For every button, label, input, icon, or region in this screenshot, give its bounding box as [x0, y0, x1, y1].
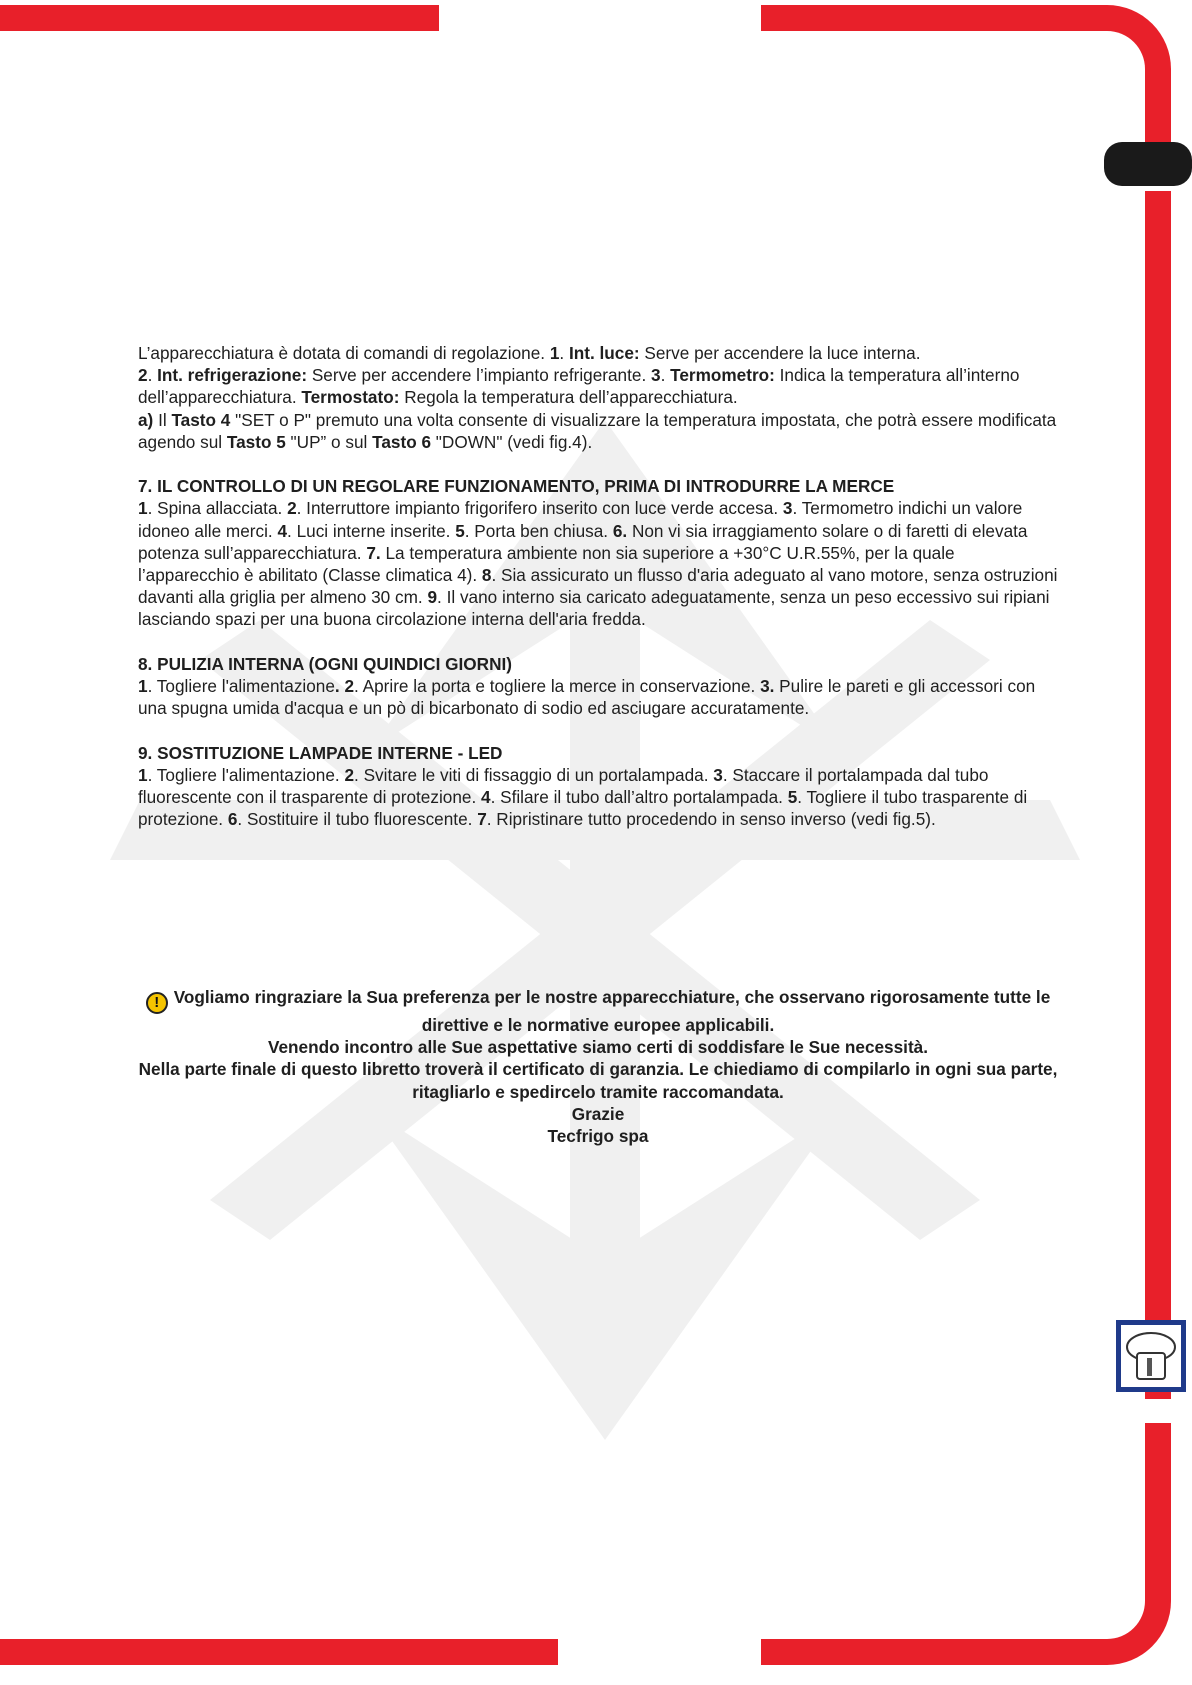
text-run: . Interruttore impianto frigorifero inserito con luce verde accesa.	[296, 498, 783, 519]
language-tab	[1104, 142, 1192, 186]
text-run: 6.	[612, 520, 628, 541]
text-run: .	[559, 343, 569, 363]
closing-text: Vogliamo ringraziare la Sua preferenza per le nostre apparecchiature, che osservano rigorosamente tutte le direttive e le normative europee applicabili.	[173, 987, 1051, 1035]
warning-icon: !	[146, 992, 168, 1014]
text-run: 3	[782, 498, 793, 519]
text-run: 5	[455, 520, 465, 541]
text-run: Non vi sia irraggiamento solare o di faretti di elevata potenza sull’apparecchiatura.	[138, 520, 1028, 563]
intro-paragraph	[138, 342, 1058, 453]
text-run: Indica la temperatura all’interno dell’apparecchiatura.	[138, 365, 1020, 408]
text-run: Tasto 4	[171, 409, 231, 430]
text-run: . Sia assicurato un flusso d'aria adeguato al vano motore, senza ostruzioni davanti alla griglia per almeno 30 cm.	[138, 565, 1058, 608]
text-run: Int. luce:	[568, 343, 640, 363]
text-run: 7	[477, 809, 487, 830]
section-8-body	[138, 675, 1058, 719]
paragraph-gap	[138, 631, 1058, 653]
text-run: . Sfilare il tubo dall’altro portalampada.	[490, 787, 788, 808]
text-run: .	[147, 365, 158, 386]
section-9-title: 9. SOSTITUZIONE LAMPADE INTERNE - LED	[138, 742, 503, 763]
text-run: "SET o P" premuto una volta consente di visualizzare la temperatura impostata, che potrà essere modificata agendo sul	[138, 409, 1057, 452]
text-run: . Ripristinare tutto procedendo in senso inverso (vedi fig.5).	[486, 809, 936, 830]
red-frame-bottom-left	[0, 1639, 560, 1665]
text-run: . Il vano interno sia caricato adeguatamente, senza un peso eccessivo sui ripiani lasciando spazi per una buona circolazione interna dell'aria fredda.	[138, 587, 1050, 630]
text-run: . Staccare il portalampada dal tubo fluorescente con il trasparente di protezione.	[138, 764, 989, 808]
text-run: 7.	[366, 542, 381, 563]
text-run: . Porta ben chiusa.	[464, 520, 613, 541]
text-run: "UP” o sul	[285, 431, 373, 452]
instructions-text	[138, 342, 1058, 830]
text-run: L’apparecchiatura è dotata di comandi di regolazione.	[138, 343, 550, 363]
text-run: . Aprire la porta e togliere la merce in conservazione.	[354, 676, 761, 697]
text-run: . Luci interne inserite.	[287, 520, 456, 541]
closing-thanks: Grazie	[571, 1103, 625, 1124]
text-run: . 2	[334, 676, 355, 697]
text-run: Tasto 6	[372, 431, 432, 452]
section-7-body	[138, 497, 1058, 630]
text-run: Serve per accendere la luce interna.	[639, 343, 921, 363]
text-run: . Termometro indichi un valore idoneo alle merci.	[138, 498, 1023, 541]
text-run: a)	[138, 409, 154, 430]
text-run: Il	[153, 409, 172, 430]
text-run: 1	[138, 498, 148, 519]
text-run: 8	[481, 565, 492, 586]
section-9-body	[138, 764, 1058, 831]
closing-message	[138, 986, 1058, 1147]
section-7-title: 7. IL CONTROLLO DI UN REGOLARE FUNZIONAMENTO, PRIMA DI INTRODURRE LA MERCE	[138, 476, 895, 497]
text-run: .	[660, 365, 671, 386]
text-run: "DOWN" (vedi fig.4).	[431, 431, 593, 452]
text-run: Tasto 5	[226, 431, 286, 452]
paragraph-gap	[138, 453, 1058, 475]
text-run: Regola la temperatura dell’apparecchiatura.	[399, 387, 738, 408]
text-run: 4	[277, 520, 288, 541]
frame-gap	[558, 1634, 640, 1670]
closing-line-2: Venendo incontro alle Sue aspettative siamo certi di soddisfare le Sue necessità.	[267, 1037, 929, 1058]
text-run: . Sostituire il tubo fluorescente.	[237, 809, 478, 830]
closing-company: Tecfrigo spa	[547, 1126, 649, 1147]
text-run: . Togliere il tubo trasparente di protezione.	[138, 787, 1028, 830]
text-run: 3	[713, 764, 723, 785]
section-8-title: 8. PULIZIA INTERNA (OGNI QUINDICI GIORNI)	[138, 653, 512, 674]
closing-line-1	[138, 986, 1058, 1036]
text-run: 4	[481, 787, 491, 808]
text-run: Termometro:	[670, 365, 775, 386]
text-run: . Togliere l'alimentazione.	[147, 764, 345, 785]
text-run: 9	[427, 587, 438, 608]
text-run: 5	[787, 787, 798, 808]
text-run: 2	[287, 498, 297, 519]
text-run: 1	[138, 764, 148, 785]
closing-line-3: Nella parte finale di questo libretto troverà il certificato di garanzia. Le chiediamo di compilarlo in ogni sua parte, ritagliarlo e spedircelo tramite raccomandata.	[138, 1059, 1058, 1102]
text-run: Termostato:	[301, 387, 400, 408]
paragraph-gap	[138, 719, 1058, 741]
text-run: 6	[227, 809, 238, 830]
text-run: . Spina allacciata.	[147, 498, 288, 519]
text-run: 1	[549, 343, 560, 363]
text-run: La temperatura ambiente non sia superiore a +30°C U.R.55%, per la quale l’apparecchio è abilitato (Classe climatica 4).	[138, 542, 955, 586]
text-run: 2	[138, 365, 148, 386]
text-run: Int. refrigerazione:	[157, 365, 308, 386]
chef-hat-icon	[1116, 1320, 1186, 1392]
text-run: Serve per accendere l’impianto refrigerante.	[307, 365, 651, 386]
text-run: . Togliere l'alimentazione	[147, 676, 335, 697]
text-run: Pulire le pareti e gli accessori con una spugna umida d'acqua e un pò di bicarbonato di sodio ed asciugare accuratamente.	[138, 676, 1036, 719]
text-run: 1	[138, 676, 148, 697]
text-run: 2	[344, 764, 355, 785]
text-run: 3	[651, 365, 661, 386]
text-run: 3.	[760, 676, 775, 697]
red-frame-top-left	[0, 5, 439, 31]
text-run: . Svitare le viti di fissaggio di un portalampada.	[354, 764, 714, 785]
